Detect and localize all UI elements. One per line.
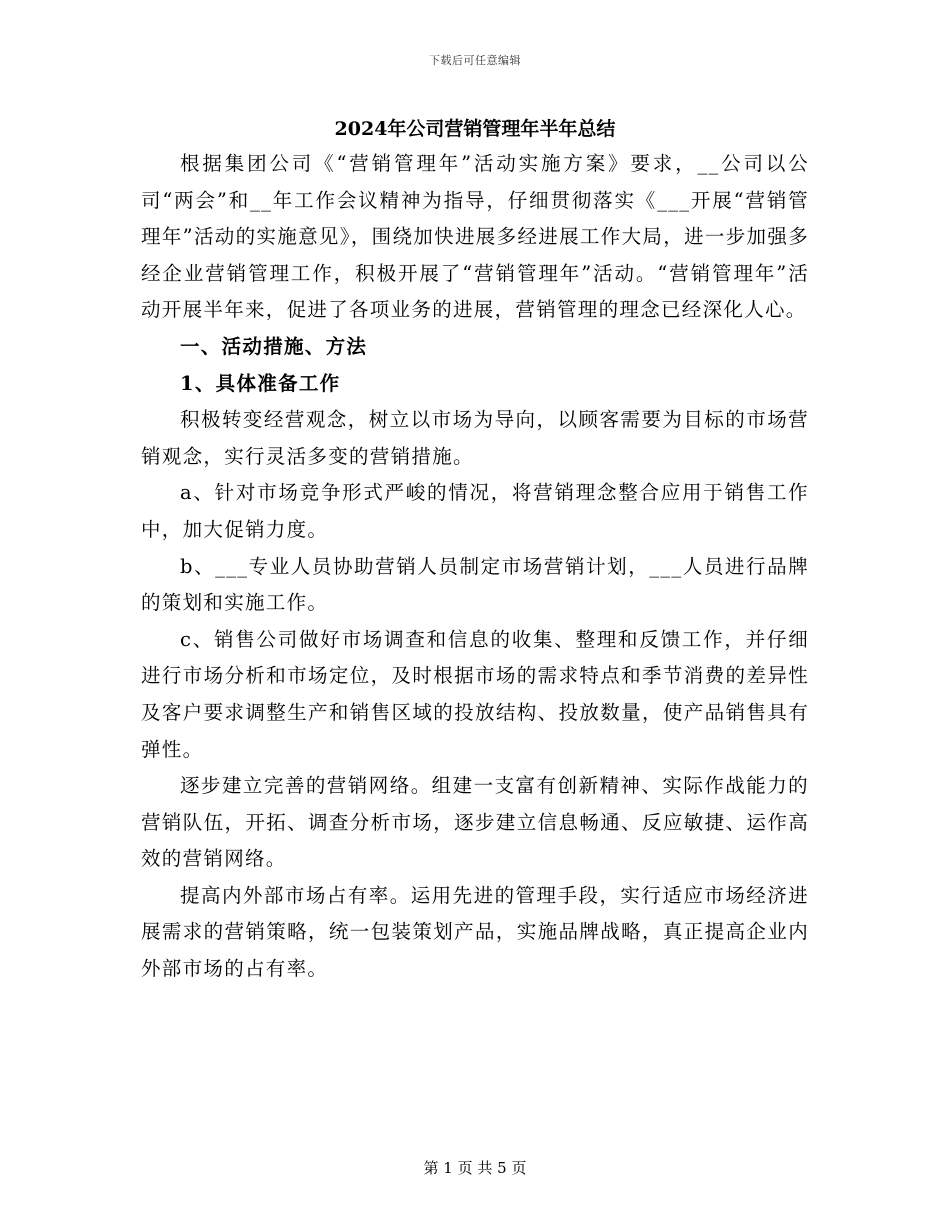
paragraph: 逐步建立完善的营销网络。组建一支富有创新精神、实际作战能力的营销队伍，开拓、调查分析市场，逐步建立信息畅通、反应敏捷、运作高效的营销网络。: [141, 774, 809, 871]
paragraph: a、针对市场竞争形式严峻的情况，将营销理念整合应用于销售工作中，加大促销力度。: [141, 481, 809, 541]
paragraph: 提高内外部市场占有率。运用先进的管理手段，实行适应市场经济进展需求的营销策略，统一包装策划产品，实施品牌战略，真正提高企业内外部市场的占有率。: [141, 883, 809, 981]
page-header: 下载后可任意编辑: [429, 54, 521, 67]
document-title: 2024年公司营销管理年半年总结: [334, 118, 616, 140]
section-heading: 一、活动措施、方法: [180, 334, 368, 358]
paragraph: 积极转变经营观念，树立以市场为导向，以顾客需要为目标的市场营销观念，实行灵活多变的营销措施。: [141, 408, 809, 468]
document-body: [141, 112, 809, 988]
subsection-heading: 1、具体准备工作: [180, 371, 341, 395]
paragraph: c、销售公司做好市场调查和信息的收集、整理和反馈工作，并仔细进行市场分析和市场定位，及时根据市场的需求特点和季节消费的差异性及客户要求调整生产和销售区域的投放结构、投放数量，使产品销售具有弹性。: [141, 627, 809, 761]
paragraph: b、___专业人员协助营销人员制定市场营销计划，___人员进行品牌的策划和实施工作。: [141, 554, 809, 615]
page-number: 第 1 页 共 5 页: [423, 1159, 527, 1177]
intro-paragraph: 根据集团公司《“营销管理年”活动实施方案》要求，__公司以公司“两会”和__年工作会议精神为指导，仔细贯彻落实《___开展“营销管理年”活动的实施意见》，围绕加快进展多经进展工作大局，进一步加强多经企业营销管理工作，积极开展了“营销管理年”活动。“营销管理年”活动开展半年来，促进了各项业务的进展，营销管理的理念已经深化人心。: [141, 152, 809, 322]
